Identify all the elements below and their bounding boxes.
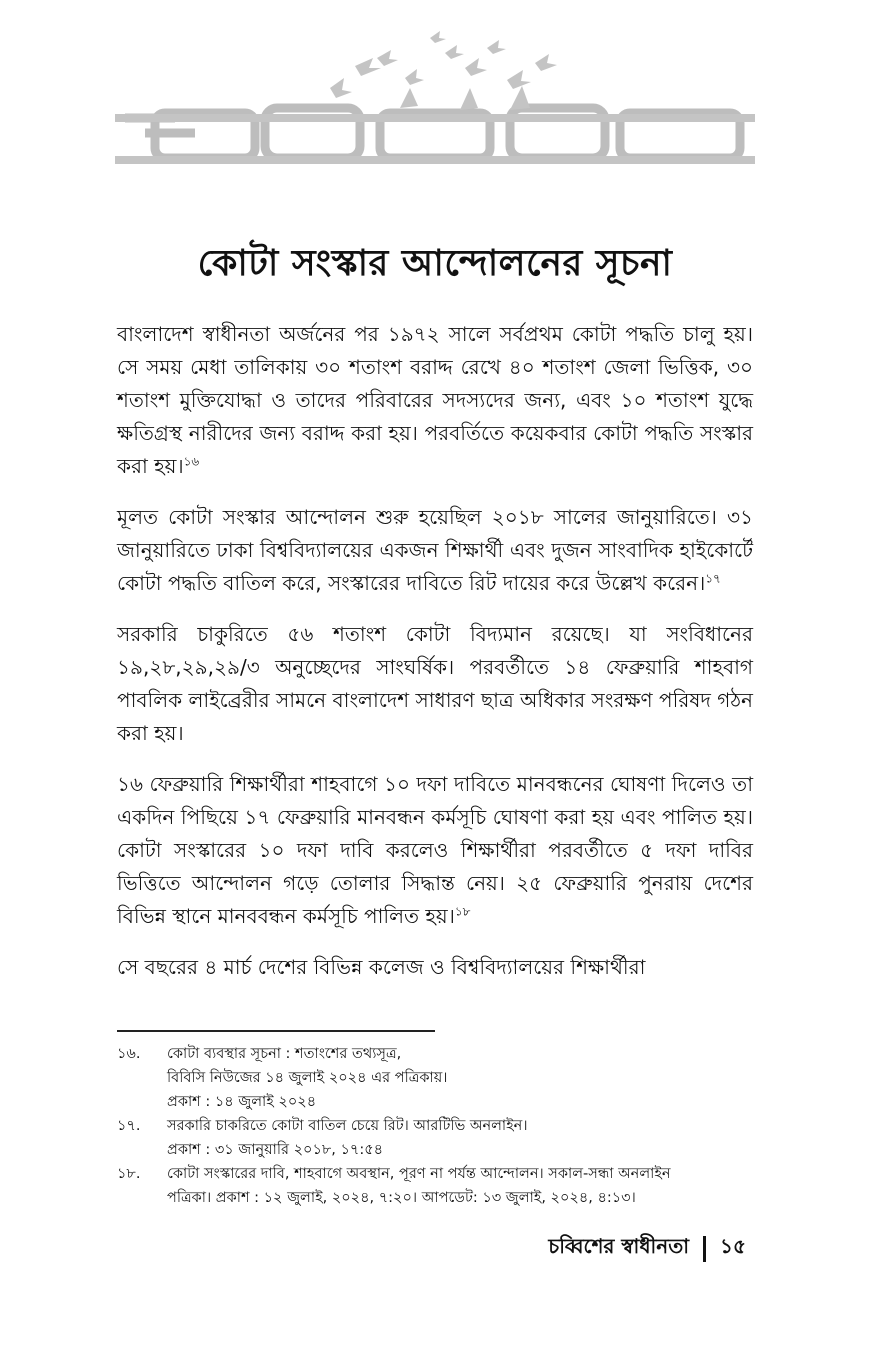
chapter-title: কোটা সংস্কার আন্দোলনের সূচনা bbox=[197, 243, 673, 284]
page-number: ১৫ bbox=[720, 1234, 746, 1258]
footnote-line: সরকারি চাকরিতে কোটা বাতিল চেয়ে রিট। আরটিভি অনলাইন। bbox=[167, 1118, 528, 1134]
paragraph-text: সে বছরের ৪ মার্চ দেশের বিভিন্ন কলেজ ও বিশ্ববিদ্যালয়ের শিক্ষার্থীরা bbox=[117, 955, 646, 979]
broken-chain-birds-icon bbox=[115, 18, 755, 178]
footnotes bbox=[117, 1042, 757, 1210]
paragraph-text: ১৬ ফেব্রুয়ারি শিক্ষার্থীরা শাহবাগে ১০ দফা দাবিতে মানবন্ধনের ঘোষণা দিলেও তা একদিন পিছিয়ে ১৭ ফেব্রুয়ারি মানবন্ধন কর্মসূচি ঘোষণা করা হয় এবং পালিত হয়। কোটা সংস্কারের ১০ দফা দাবি করলেও শিক্ষার্থীরা পরবর্তীতে ৫ দফা দাবির ভিত্তিতে আন্দোলন গড়ে তোলার সিদ্ধান্ত নেয়। ২৫ ফেব্রুয়ারি পুনরায় দেশের বিভিন্ন স্থানে মানববন্ধন কর্মসূচি পালিত হয়। bbox=[117, 772, 753, 928]
footnote-line: প্রকাশ : ৩১ জানুয়ারি ২০১৮, ১৭:৫৪ bbox=[167, 1142, 384, 1158]
footnote-item bbox=[117, 1114, 757, 1162]
paragraph-text: সরকারি চাকুরিতে ৫৬ শতাংশ কোটা বিদ্যমান রয়েছে। যা সংবিধানের ১৯,২৮,২৯,২৯/৩ অনুচ্ছেদের সাংঘর্ষিক। পরবর্তীতে ১৪ ফেব্রুয়ারি শাহবাগ পাবলিক লাইব্রেরীর সামনে বাংলাদেশ সাধারণ ছাত্র অধিকার সংরক্ষণ পরিষদ গঠন করা হয়। bbox=[117, 622, 753, 745]
book-title: চব্বিশের স্বাধীনতা bbox=[548, 1234, 690, 1258]
paragraph bbox=[117, 768, 753, 933]
footnote-item bbox=[117, 1042, 757, 1114]
paragraph bbox=[117, 618, 753, 750]
paragraph bbox=[117, 951, 753, 984]
footnote-line: কোটা ব্যবস্থার সূচনা : শতাংশের তথ্যসূত্র, bbox=[167, 1046, 402, 1062]
footnote-number: ১৭. bbox=[117, 1118, 141, 1134]
page-footer bbox=[548, 1232, 746, 1265]
footnote-number: ১৮. bbox=[117, 1166, 141, 1182]
paragraph bbox=[117, 318, 753, 483]
paragraph-text: মূলত কোটা সংস্কার আন্দোলন শুরু হয়েছিল ২০১৮ সালের জানুয়ারিতে। ৩১ জানুয়ারিতে ঢাকা বিশ্ববিদ্যালয়ের একজন শিক্ষার্থী এবং দুজন সাংবাদিক হাইকোর্টে কোটা পদ্ধতি বাতিল করে, সংস্কারের দাবিতে রিট দায়ের করে উল্লেখ করেন। bbox=[117, 505, 753, 595]
footnote-divider bbox=[117, 1030, 435, 1032]
footnote-item bbox=[117, 1162, 757, 1210]
footnote-ref[interactable]: ১৭ bbox=[705, 571, 721, 586]
footnote-line: কোটা সংস্কারের দাবি, শাহবাগে অবস্থান, পূরণ না পর্যন্ত আন্দোলন। সকাল-সন্ধা অনলাইন bbox=[167, 1166, 671, 1182]
footnote-line: পত্রিকা। প্রকাশ : ১২ জুলাই, ২০২৪, ৭:২০। আপডেট: ১৩ জুলাই, ২০২৪, ৪:১৩। bbox=[167, 1190, 636, 1206]
paragraph-text: বাংলাদেশ স্বাধীনতা অর্জনের পর ১৯৭২ সালে সর্বপ্রথম কোটা পদ্ধতি চালু হয়। সে সময় মেধা তালিকায় ৩০ শতাংশ বরাদ্দ রেখে ৪০ শতাংশ জেলা ভিত্তিক, ৩০ শতাংশ মুক্তিযোদ্ধা ও তাদের পরিবারের সদস্যদের জন্য, এবং ১০ শতাংশ যুদ্ধে ক্ষতিগ্রস্থ নারীদের জন্য বরাদ্দ করা হয়। পরবর্তিতে কয়েকবার কোটা পদ্ধতি সংস্কার করা হয়। bbox=[117, 322, 753, 478]
body-text bbox=[117, 318, 753, 1002]
footnote-line: বিবিসি নিউজের ১৪ জুলাই ২০২৪ এর পত্রিকায়। bbox=[167, 1070, 448, 1086]
footer-divider bbox=[703, 1236, 706, 1262]
footnote-line: প্রকাশ : ১৪ জুলাই ২০২৪ bbox=[167, 1094, 317, 1110]
footnote-ref[interactable]: ১৮ bbox=[454, 904, 471, 919]
footnote-number: ১৬. bbox=[117, 1046, 141, 1062]
paragraph bbox=[117, 501, 753, 600]
footnote-ref[interactable]: ১৬ bbox=[183, 454, 200, 469]
